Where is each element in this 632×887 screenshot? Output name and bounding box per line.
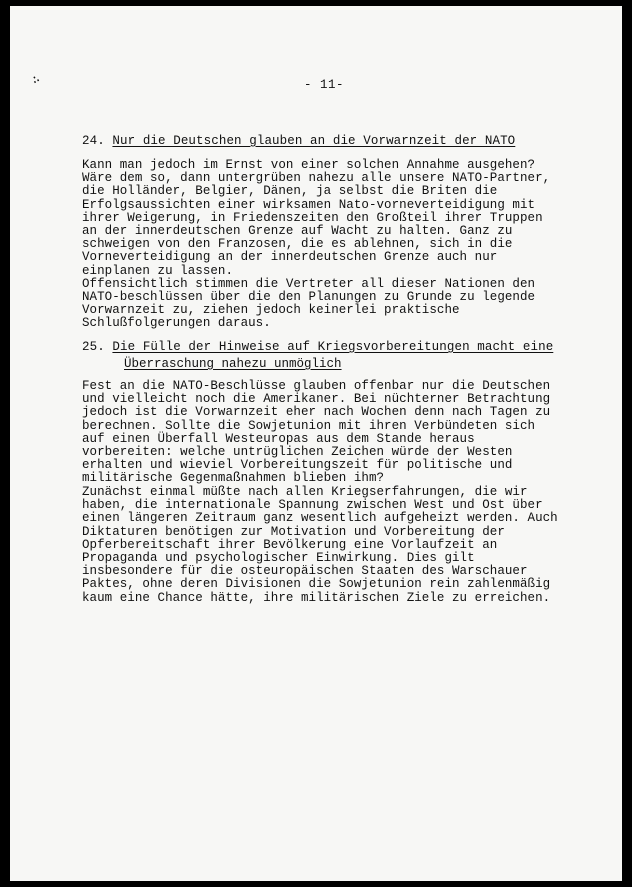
text-line: Offensichtlich stimmen die Vertreter all dieser Nationen den — [82, 276, 536, 291]
text-line: Propaganda und psychologischer Einwirkung. Dies gilt — [82, 551, 475, 566]
text-line: haben, die internationale Spannung zwischen West und Ost über — [82, 498, 543, 513]
text-line: jedoch ist die Vorwarnzeit eher nach Wochen denn nach Tagen zu — [82, 405, 551, 420]
section-25-title-line-1: Die Fülle der Hinweise auf Kriegsvorbereitungen macht eine — [112, 340, 554, 354]
section-25-paragraph-1 — [82, 380, 552, 486]
text-line: Vorneverteidigung an der innerdeutschen Grenze auch nur — [82, 250, 498, 265]
section-25-paragraph-2 — [82, 485, 558, 605]
stray-mark: ∴ — [29, 72, 43, 88]
text-line: und vielleicht noch die Amerikaner. Bei nüchterner Betrachtung — [82, 392, 551, 407]
text-line: militärische Gegenmaßnahmen blieben ihm? — [82, 471, 385, 486]
text-line: Erfolgsaussichten einer wirksamen Nato-vorneverteidigung mit — [82, 197, 536, 212]
text-line: vorbereiten: welche untrüglichen Zeichen würde der Westen — [82, 445, 513, 460]
text-line: Kann man jedoch im Ernst von einer solchen Annahme ausgehen? — [82, 158, 536, 172]
text-line: Vorwarnzeit zu, ziehen jedoch keinerlei praktische — [82, 303, 460, 318]
text-line: einen längeren Zeitraum ganz wesentlich aufgeheizt werden. Auch — [82, 511, 558, 526]
text-line: berechnen. Sollte die Sowjetunion mit ihren Verbündeten sich — [82, 418, 536, 433]
text-line: erhalten und wieviel Vorbereitungszeit für politische und — [82, 458, 513, 473]
text-line: die Holländer, Belgier, Dänen, ja selbst die Briten die — [82, 184, 498, 199]
text-line: Diktaturen benötigen zur Motivation und Vorbereitung der — [82, 524, 505, 539]
section-25 — [82, 340, 552, 372]
text-line: an der innerdeutschen Grenze auf Wacht zu halten. Ganz zu — [82, 224, 513, 239]
text-line: Opferbereitschaft ihrer Bevölkerung eine Vorlaufzeit an — [82, 537, 498, 552]
text-line: Schlußfolgerungen daraus. — [82, 316, 271, 331]
section-24-number: 24. — [82, 134, 105, 148]
section-24-heading — [82, 134, 552, 148]
section-24 — [82, 134, 552, 148]
page-number: - 11- — [304, 78, 345, 92]
section-25-title-line-2: Überraschung nahezu unmöglich — [124, 357, 342, 371]
section-25-heading — [82, 340, 552, 354]
text-line: insbesondere für die osteuropäischen Staaten des Warschauer — [82, 564, 528, 579]
section-24-paragraph-1 — [82, 159, 552, 331]
text-line: einplanen zu lassen. — [82, 263, 234, 278]
text-line: Paktes, ohne deren Divisionen die Sowjetunion rein zahlenmäßig — [82, 577, 551, 592]
section-25-number: 25. — [82, 340, 105, 354]
text-line: ihrer Weigerung, in Friedenszeiten den Großteil ihrer Truppen — [82, 210, 543, 225]
text-line: kaum eine Chance hätte, ihre militärischen Ziele zu erreichen. — [82, 590, 551, 605]
text-line: Fest an die NATO-Beschlüsse glauben offenbar nur die Deutschen — [82, 379, 551, 393]
text-line: Wäre dem so, dann untergrüben nahezu alle unsere NATO-Partner, — [82, 171, 551, 186]
text-line: NATO-beschlüssen über die den Planungen zu Grunde zu legende — [82, 290, 536, 305]
document-page — [10, 6, 622, 881]
text-line: Zunächst einmal müßte nach allen Kriegserfahrungen, die wir — [82, 485, 528, 499]
text-line: auf einen Überfall Westeuropas aus dem Stande heraus — [82, 431, 475, 446]
section-24-title: Nur die Deutschen glauben an die Vorwarnzeit der NATO — [112, 134, 516, 148]
text-line: schweigen von den Franzosen, die es ablehnen, sich in die — [82, 237, 513, 252]
